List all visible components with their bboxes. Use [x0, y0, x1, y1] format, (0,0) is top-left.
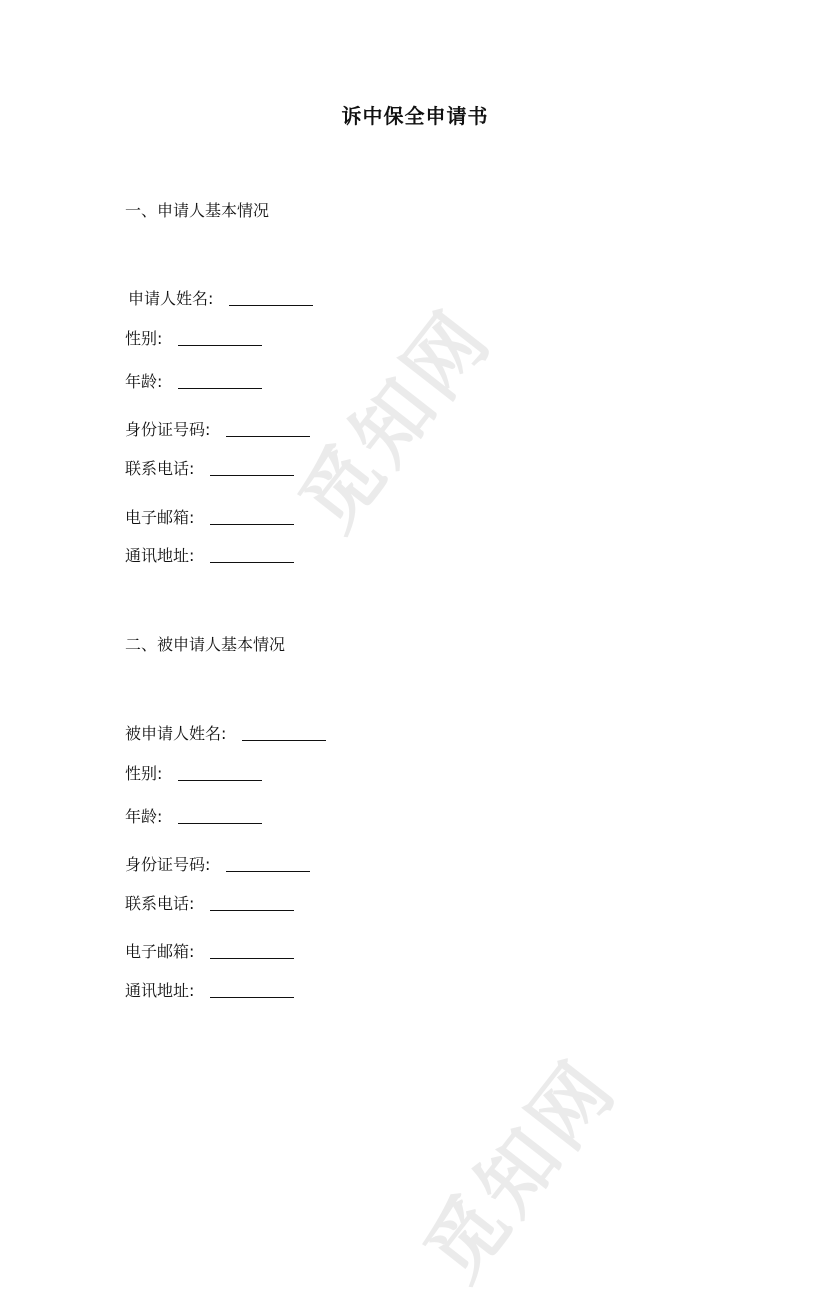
- blank-line[interactable]: [178, 330, 262, 346]
- applicant-id-field: [125, 419, 310, 441]
- blank-line[interactable]: [178, 808, 262, 824]
- field-label: 身份证号码:: [125, 855, 211, 874]
- field-label: 年龄:: [125, 807, 163, 826]
- blank-line[interactable]: [210, 943, 294, 959]
- field-label: 申请人姓名:: [128, 289, 214, 308]
- applicant-age-field: [125, 371, 262, 393]
- respondent-id-field: [125, 854, 310, 876]
- blank-line[interactable]: [210, 509, 294, 525]
- respondent-gender-field: [125, 763, 262, 785]
- blank-line[interactable]: [229, 290, 313, 306]
- field-label: 通讯地址:: [125, 546, 195, 565]
- watermark: 觅知网: [283, 293, 510, 548]
- blank-line[interactable]: [242, 725, 326, 741]
- applicant-gender-field: [125, 328, 262, 350]
- respondent-phone-field: [125, 893, 294, 915]
- applicant-phone-field: [125, 458, 294, 480]
- field-label: 通讯地址:: [125, 981, 195, 1000]
- respondent-age-field: [125, 806, 262, 828]
- field-label: 年龄:: [125, 372, 163, 391]
- respondent-name-field: [125, 723, 326, 745]
- blank-line[interactable]: [210, 895, 294, 911]
- blank-line[interactable]: [210, 547, 294, 563]
- field-label: 联系电话:: [125, 459, 195, 478]
- field-label: 联系电话:: [125, 894, 195, 913]
- respondent-address-field: [125, 980, 294, 1002]
- blank-line[interactable]: [178, 765, 262, 781]
- field-label: 电子邮箱:: [125, 508, 195, 527]
- blank-line[interactable]: [226, 856, 310, 872]
- field-label: 身份证号码:: [125, 420, 211, 439]
- field-label: 电子邮箱:: [125, 942, 195, 961]
- field-label: 性别:: [125, 764, 163, 783]
- blank-line[interactable]: [226, 421, 310, 437]
- blank-line[interactable]: [210, 460, 294, 476]
- section-heading-applicant: 一、申请人基本情况: [125, 201, 270, 220]
- field-label: 被申请人姓名:: [125, 724, 227, 743]
- applicant-name-field: [128, 288, 313, 310]
- blank-line[interactable]: [178, 373, 262, 389]
- field-label: 性别:: [125, 329, 163, 348]
- section-heading-respondent: 二、被申请人基本情况: [125, 635, 286, 654]
- applicant-address-field: [125, 545, 294, 567]
- blank-line[interactable]: [210, 982, 294, 998]
- document-title: 诉中保全申请书: [341, 104, 489, 128]
- applicant-email-field: [125, 507, 294, 529]
- watermark: 觅知网: [408, 1043, 635, 1298]
- respondent-email-field: [125, 941, 294, 963]
